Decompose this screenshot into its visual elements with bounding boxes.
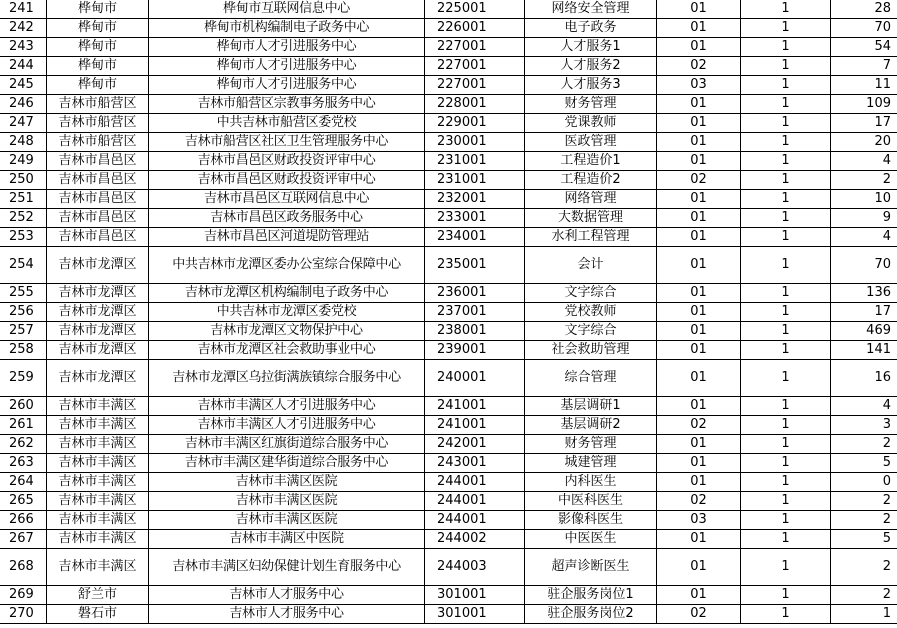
table-row (0, 0, 897, 19)
unit-code-cell: 231001 (425, 171, 525, 190)
unit-name-cell: 吉林市昌邑区互联网信息中心 (149, 190, 425, 209)
position-name-cell: 财务管理 (525, 435, 657, 454)
unit-code-cell: 227001 (425, 57, 525, 76)
region-cell: 磐石市 (47, 605, 149, 624)
unit-name-cell: 吉林市丰满区人才引进服务中心 (149, 416, 425, 435)
applicant-count-cell: 10 (831, 190, 897, 209)
hire-count-cell: 1 (741, 303, 831, 322)
position-name-cell: 大数据管理 (525, 209, 657, 228)
region-cell: 吉林市船营区 (47, 133, 149, 152)
position-code-cell: 01 (657, 435, 741, 454)
position-name-cell: 党课教师 (525, 114, 657, 133)
unit-name-cell: 吉林市船营区社区卫生管理服务中心 (149, 133, 425, 152)
hire-count-cell: 1 (741, 605, 831, 624)
hire-count-cell: 1 (741, 19, 831, 38)
table-row (0, 360, 897, 397)
hire-count-cell: 1 (741, 0, 831, 19)
unit-name-cell: 吉林市丰满区医院 (149, 511, 425, 530)
table-row (0, 76, 897, 95)
region-cell: 吉林市龙潭区 (47, 341, 149, 360)
position-name-cell: 网络管理 (525, 190, 657, 209)
table-row (0, 303, 897, 322)
position-name-cell: 网络安全管理 (525, 0, 657, 19)
hire-count-cell: 1 (741, 530, 831, 549)
unit-name-cell: 吉林市昌邑区财政投资评审中心 (149, 171, 425, 190)
row-number: 244 (0, 57, 47, 76)
position-code-cell: 03 (657, 76, 741, 95)
table-row (0, 228, 897, 247)
row-number: 260 (0, 397, 47, 416)
region-cell: 吉林市丰满区 (47, 492, 149, 511)
unit-name-cell: 桦甸市人才引进服务中心 (149, 38, 425, 57)
table-row (0, 95, 897, 114)
position-code-cell: 01 (657, 530, 741, 549)
unit-code-cell: 242001 (425, 435, 525, 454)
applicant-count-cell: 1 (831, 605, 897, 624)
applicant-count-cell: 11 (831, 76, 897, 95)
row-number: 259 (0, 360, 47, 397)
row-number: 270 (0, 605, 47, 624)
applicant-count-cell: 2 (831, 435, 897, 454)
table-row (0, 114, 897, 133)
unit-code-cell: 241001 (425, 416, 525, 435)
unit-code-cell: 244002 (425, 530, 525, 549)
hire-count-cell: 1 (741, 171, 831, 190)
hire-count-cell: 1 (741, 416, 831, 435)
applicant-count-cell: 17 (831, 114, 897, 133)
unit-code-cell: 229001 (425, 114, 525, 133)
applicant-count-cell: 28 (831, 0, 897, 19)
unit-code-cell: 227001 (425, 38, 525, 57)
unit-code-cell: 233001 (425, 209, 525, 228)
row-number: 242 (0, 19, 47, 38)
table-row (0, 57, 897, 76)
position-code-cell: 01 (657, 454, 741, 473)
applicant-count-cell: 2 (831, 492, 897, 511)
unit-name-cell: 吉林市龙潭区社会救助事业中心 (149, 341, 425, 360)
hire-count-cell: 1 (741, 95, 831, 114)
position-code-cell: 01 (657, 397, 741, 416)
region-cell: 吉林市龙潭区 (47, 360, 149, 397)
region-cell: 吉林市龙潭区 (47, 322, 149, 341)
unit-name-cell: 吉林市丰满区中医院 (149, 530, 425, 549)
unit-name-cell: 吉林市丰满区红旗街道综合服务中心 (149, 435, 425, 454)
region-cell: 吉林市龙潭区 (47, 247, 149, 284)
region-cell: 吉林市昌邑区 (47, 152, 149, 171)
unit-code-cell: 244001 (425, 492, 525, 511)
hire-count-cell: 1 (741, 247, 831, 284)
region-cell: 吉林市昌邑区 (47, 228, 149, 247)
position-code-cell: 01 (657, 322, 741, 341)
applicant-count-cell: 7 (831, 57, 897, 76)
hire-count-cell: 1 (741, 284, 831, 303)
hire-count-cell: 1 (741, 190, 831, 209)
table-row (0, 19, 897, 38)
row-number: 245 (0, 76, 47, 95)
unit-code-cell: 237001 (425, 303, 525, 322)
row-number: 265 (0, 492, 47, 511)
unit-code-cell: 244001 (425, 511, 525, 530)
hire-count-cell: 1 (741, 114, 831, 133)
applicant-count-cell: 469 (831, 322, 897, 341)
row-number: 250 (0, 171, 47, 190)
unit-name-cell: 吉林市昌邑区政务服务中心 (149, 209, 425, 228)
position-code-cell: 01 (657, 303, 741, 322)
unit-code-cell: 234001 (425, 228, 525, 247)
row-number: 247 (0, 114, 47, 133)
applicant-count-cell: 54 (831, 38, 897, 57)
position-name-cell: 财务管理 (525, 95, 657, 114)
unit-code-cell: 228001 (425, 95, 525, 114)
region-cell: 舒兰市 (47, 586, 149, 605)
position-name-cell: 会计 (525, 247, 657, 284)
position-code-cell: 02 (657, 605, 741, 624)
position-name-cell: 中医科医生 (525, 492, 657, 511)
hire-count-cell: 1 (741, 454, 831, 473)
applicant-count-cell: 2 (831, 549, 897, 586)
unit-code-cell: 226001 (425, 19, 525, 38)
table-row (0, 190, 897, 209)
hire-count-cell: 1 (741, 228, 831, 247)
table-row (0, 397, 897, 416)
table-row (0, 435, 897, 454)
position-name-cell: 人才服务2 (525, 57, 657, 76)
unit-code-cell: 239001 (425, 341, 525, 360)
position-code-cell: 01 (657, 586, 741, 605)
hire-count-cell: 1 (741, 57, 831, 76)
applicant-count-cell: 136 (831, 284, 897, 303)
table-row (0, 549, 897, 586)
row-number: 264 (0, 473, 47, 492)
unit-name-cell: 吉林市人才服务中心 (149, 605, 425, 624)
table-row (0, 492, 897, 511)
table-row (0, 605, 897, 624)
row-number: 243 (0, 38, 47, 57)
region-cell: 桦甸市 (47, 38, 149, 57)
position-code-cell: 01 (657, 247, 741, 284)
hire-count-cell: 1 (741, 152, 831, 171)
applicant-count-cell: 4 (831, 228, 897, 247)
region-cell: 吉林市丰满区 (47, 416, 149, 435)
applicant-count-cell: 2 (831, 511, 897, 530)
hire-count-cell: 1 (741, 322, 831, 341)
table-row (0, 511, 897, 530)
row-number: 249 (0, 152, 47, 171)
position-code-cell: 02 (657, 492, 741, 511)
position-code-cell: 01 (657, 209, 741, 228)
position-code-cell: 02 (657, 171, 741, 190)
applicant-count-cell: 3 (831, 416, 897, 435)
position-name-cell: 工程造价2 (525, 171, 657, 190)
hire-count-cell: 1 (741, 341, 831, 360)
table-row (0, 322, 897, 341)
applicant-count-cell: 9 (831, 209, 897, 228)
region-cell: 吉林市丰满区 (47, 435, 149, 454)
unit-code-cell: 301001 (425, 605, 525, 624)
position-name-cell: 驻企服务岗位2 (525, 605, 657, 624)
unit-name-cell: 桦甸市人才引进服务中心 (149, 57, 425, 76)
unit-code-cell: 235001 (425, 247, 525, 284)
applicant-count-cell: 5 (831, 454, 897, 473)
applicant-count-cell: 109 (831, 95, 897, 114)
table-row (0, 171, 897, 190)
region-cell: 吉林市丰满区 (47, 549, 149, 586)
unit-code-cell: 230001 (425, 133, 525, 152)
row-number: 251 (0, 190, 47, 209)
position-name-cell: 内科医生 (525, 473, 657, 492)
applicant-count-cell: 5 (831, 530, 897, 549)
unit-name-cell: 桦甸市机构编制电子政务中心 (149, 19, 425, 38)
table-row (0, 152, 897, 171)
position-code-cell: 02 (657, 416, 741, 435)
unit-name-cell: 吉林市丰满区妇幼保健计划生育服务中心 (149, 549, 425, 586)
position-code-cell: 01 (657, 95, 741, 114)
applicant-count-cell: 2 (831, 171, 897, 190)
position-name-cell: 文字综合 (525, 284, 657, 303)
position-code-cell: 01 (657, 284, 741, 303)
row-number: 257 (0, 322, 47, 341)
table-row (0, 473, 897, 492)
table-row (0, 530, 897, 549)
position-code-cell: 01 (657, 0, 741, 19)
hire-count-cell: 1 (741, 76, 831, 95)
applicant-count-cell: 0 (831, 473, 897, 492)
hire-count-cell: 1 (741, 586, 831, 605)
region-cell: 吉林市船营区 (47, 114, 149, 133)
applicant-count-cell: 17 (831, 303, 897, 322)
unit-code-cell: 227001 (425, 76, 525, 95)
row-number: 266 (0, 511, 47, 530)
hire-count-cell: 1 (741, 473, 831, 492)
unit-code-cell: 241001 (425, 397, 525, 416)
table-row (0, 38, 897, 57)
unit-name-cell: 吉林市丰满区医院 (149, 492, 425, 511)
position-name-cell: 人才服务3 (525, 76, 657, 95)
applicant-count-cell: 20 (831, 133, 897, 152)
unit-code-cell: 238001 (425, 322, 525, 341)
applicant-count-cell: 70 (831, 247, 897, 284)
applicant-count-cell: 16 (831, 360, 897, 397)
position-name-cell: 党校教师 (525, 303, 657, 322)
row-number: 246 (0, 95, 47, 114)
position-name-cell: 水利工程管理 (525, 228, 657, 247)
region-cell: 桦甸市 (47, 19, 149, 38)
hire-count-cell: 1 (741, 492, 831, 511)
position-name-cell: 人才服务1 (525, 38, 657, 57)
unit-name-cell: 吉林市丰满区人才引进服务中心 (149, 397, 425, 416)
region-cell: 桦甸市 (47, 76, 149, 95)
row-number: 263 (0, 454, 47, 473)
table-row (0, 284, 897, 303)
position-code-cell: 01 (657, 19, 741, 38)
position-code-cell: 01 (657, 152, 741, 171)
unit-code-cell: 236001 (425, 284, 525, 303)
unit-code-cell: 301001 (425, 586, 525, 605)
hire-count-cell: 1 (741, 435, 831, 454)
unit-code-cell: 240001 (425, 360, 525, 397)
position-name-cell: 电子政务 (525, 19, 657, 38)
row-number: 248 (0, 133, 47, 152)
table-row (0, 586, 897, 605)
hire-count-cell: 1 (741, 133, 831, 152)
table-row (0, 454, 897, 473)
region-cell: 吉林市昌邑区 (47, 209, 149, 228)
unit-name-cell: 中共吉林市船营区委党校 (149, 114, 425, 133)
position-code-cell: 01 (657, 38, 741, 57)
hire-count-cell: 1 (741, 360, 831, 397)
position-code-cell: 01 (657, 133, 741, 152)
table-row (0, 416, 897, 435)
row-number: 256 (0, 303, 47, 322)
position-name-cell: 影像科医生 (525, 511, 657, 530)
row-number: 255 (0, 284, 47, 303)
unit-code-cell: 225001 (425, 0, 525, 19)
position-code-cell: 01 (657, 341, 741, 360)
position-name-cell: 超声诊断医生 (525, 549, 657, 586)
unit-name-cell: 吉林市昌邑区财政投资评审中心 (149, 152, 425, 171)
position-name-cell: 医政管理 (525, 133, 657, 152)
unit-name-cell: 桦甸市人才引进服务中心 (149, 76, 425, 95)
position-name-cell: 文字综合 (525, 322, 657, 341)
position-code-cell: 01 (657, 360, 741, 397)
unit-name-cell: 吉林市龙潭区文物保护中心 (149, 322, 425, 341)
unit-code-cell: 243001 (425, 454, 525, 473)
region-cell: 吉林市丰满区 (47, 511, 149, 530)
position-name-cell: 综合管理 (525, 360, 657, 397)
region-cell: 吉林市龙潭区 (47, 303, 149, 322)
position-name-cell: 基层调研1 (525, 397, 657, 416)
row-number: 262 (0, 435, 47, 454)
region-cell: 桦甸市 (47, 57, 149, 76)
table-row (0, 247, 897, 284)
row-number: 267 (0, 530, 47, 549)
position-name-cell: 工程造价1 (525, 152, 657, 171)
region-cell: 吉林市丰满区 (47, 454, 149, 473)
unit-name-cell: 吉林市昌邑区河道堤防管理站 (149, 228, 425, 247)
hire-count-cell: 1 (741, 549, 831, 586)
position-name-cell: 基层调研2 (525, 416, 657, 435)
position-code-cell: 01 (657, 114, 741, 133)
region-cell: 吉林市丰满区 (47, 530, 149, 549)
applicant-count-cell: 4 (831, 397, 897, 416)
row-number: 258 (0, 341, 47, 360)
position-code-cell: 01 (657, 228, 741, 247)
position-name-cell: 中医医生 (525, 530, 657, 549)
unit-name-cell: 吉林市丰满区建华街道综合服务中心 (149, 454, 425, 473)
unit-name-cell: 吉林市龙潭区机构编制电子政务中心 (149, 284, 425, 303)
row-number: 269 (0, 586, 47, 605)
unit-name-cell: 中共吉林市龙潭区委办公室综合保障中心 (149, 247, 425, 284)
table-row (0, 341, 897, 360)
applicant-count-cell: 2 (831, 586, 897, 605)
unit-name-cell: 吉林市人才服务中心 (149, 586, 425, 605)
unit-code-cell: 244001 (425, 473, 525, 492)
region-cell: 吉林市船营区 (47, 95, 149, 114)
applicant-count-cell: 70 (831, 19, 897, 38)
position-code-cell: 02 (657, 57, 741, 76)
region-cell: 吉林市龙潭区 (47, 284, 149, 303)
region-cell: 桦甸市 (47, 0, 149, 19)
row-number: 254 (0, 247, 47, 284)
unit-code-cell: 231001 (425, 152, 525, 171)
hire-count-cell: 1 (741, 209, 831, 228)
region-cell: 吉林市昌邑区 (47, 190, 149, 209)
row-number: 252 (0, 209, 47, 228)
row-number: 268 (0, 549, 47, 586)
row-number: 241 (0, 0, 47, 19)
unit-name-cell: 吉林市丰满区医院 (149, 473, 425, 492)
position-name-cell: 城建管理 (525, 454, 657, 473)
position-name-cell: 驻企服务岗位1 (525, 586, 657, 605)
position-code-cell: 03 (657, 511, 741, 530)
row-number: 261 (0, 416, 47, 435)
applicant-count-cell: 4 (831, 152, 897, 171)
position-code-cell: 01 (657, 549, 741, 586)
region-cell: 吉林市丰满区 (47, 397, 149, 416)
row-number: 253 (0, 228, 47, 247)
unit-name-cell: 吉林市船营区宗教事务服务中心 (149, 95, 425, 114)
unit-name-cell: 吉林市龙潭区乌拉街满族镇综合服务中心 (149, 360, 425, 397)
unit-code-cell: 244003 (425, 549, 525, 586)
position-name-cell: 社会救助管理 (525, 341, 657, 360)
hire-count-cell: 1 (741, 38, 831, 57)
hire-count-cell: 1 (741, 397, 831, 416)
region-cell: 吉林市丰满区 (47, 473, 149, 492)
region-cell: 吉林市昌邑区 (47, 171, 149, 190)
unit-code-cell: 232001 (425, 190, 525, 209)
applicant-count-cell: 141 (831, 341, 897, 360)
table-row (0, 133, 897, 152)
position-code-cell: 01 (657, 473, 741, 492)
unit-name-cell: 桦甸市互联网信息中心 (149, 0, 425, 19)
hire-count-cell: 1 (741, 511, 831, 530)
position-code-cell: 01 (657, 190, 741, 209)
table-row (0, 209, 897, 228)
unit-name-cell: 中共吉林市龙潭区委党校 (149, 303, 425, 322)
